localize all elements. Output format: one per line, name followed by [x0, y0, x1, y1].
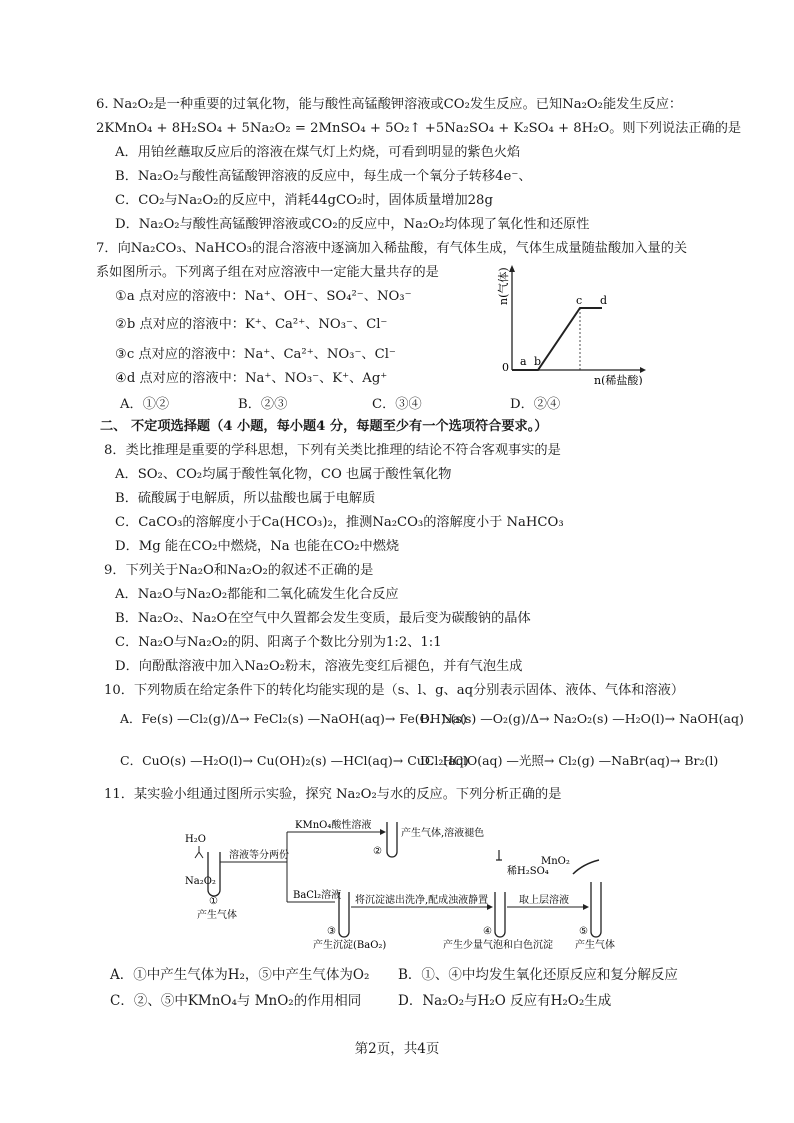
page-footer: 第2页，共4页 [354, 1041, 440, 1057]
q9-option-d: D．向酚酞溶液中加入Na₂O₂粉末，溶液先变红后褪色，并有气泡生成 [115, 659, 523, 674]
fig-result-3: 产生沉淀(BaO₂) [313, 940, 387, 951]
q6-stem-line2: 2KMnO₄ + 8H₂SO₄ + 5Na₂O₂ = 2MnSO₄ + 5O₂↑ +5Na₂SO₄ + K₂SO₄ + 8H₂O。则下列说法正确的是 [96, 121, 742, 136]
fig-num-1: ① [209, 896, 218, 907]
graph-point-b: b [534, 355, 542, 368]
fig-h2so4-label: 稀H₂SO₄ [507, 866, 549, 877]
fig-wash-label: 将沉淀滤出洗净,配成浊液静置 [355, 895, 489, 906]
q7-item-3: ③c 点对应的溶液中：Na⁺、Ca²⁺、NO₃⁻、Cl⁻ [115, 347, 396, 362]
q8-option-c: C．CaCO₃的溶解度小于Ca(HCO₃)₂，推测Na₂CO₃的溶解度小于 NaHCO₃ [115, 515, 564, 530]
q7-option-d: D．②④ [510, 397, 561, 412]
q9-option-c: C．Na₂O与Na₂O₂的阴、阳离子个数比分别为1:2、1:1 [115, 635, 442, 650]
q10-option-a: A．Fe(s) —Cl₂(g)/Δ→ FeCl₂(s) —NaOH(aq)→ Fe(OH)₂(s) [120, 711, 467, 726]
fig-num-3: ③ [327, 926, 336, 937]
q7-gas-graph [490, 260, 650, 385]
fig-num-5: ⑤ [579, 926, 588, 937]
q7-option-b: B．②③ [238, 397, 288, 412]
fig-tube-1 [208, 852, 220, 896]
graph-point-c: c [576, 294, 583, 307]
q6-option-a: A．用铂丝蘸取反应后的溶液在煤气灯上灼烧，可看到明显的紫色火焰 [115, 145, 521, 160]
fig-spatula [573, 860, 599, 874]
q8-option-b: B．硫酸属于电解质，所以盐酸也属于电解质 [115, 491, 376, 506]
graph-point-d: d [600, 294, 608, 307]
q8-stem: 8．类比推理是重要的学科思想，下列有关类比推理的结论不符合客观事实的是 [104, 443, 561, 458]
q6-stem-line1: 6. Na₂O₂是一种重要的过氧化物，能与酸性高锰酸钾溶液或CO₂发生反应。已知Na₂O₂能发生反应： [96, 97, 683, 112]
fig-na2o2-label: Na₂O₂ [185, 876, 216, 887]
fig-dropper-4 [496, 850, 502, 860]
graph-xlabel: n(稀盐酸) [594, 374, 643, 385]
fig-kmno4-label: KMnO₄酸性溶液 [295, 820, 372, 831]
q7-item-2: ②b 点对应的溶液中：K⁺、Ca²⁺、NO₃⁻、Cl⁻ [115, 317, 388, 332]
q10-stem: 10．下列物质在给定条件下的转化均能实现的是（s、l、g、aq分别表示固体、液体、气体和溶液） [104, 683, 685, 698]
fig-tube-4 [495, 892, 505, 937]
q11-option-c: C．②、⑤中KMnO₄与 MnO₂的作用相同 [110, 993, 362, 1009]
q9-stem: 9．下列关于Na₂O和Na₂O₂的叙述不正确的是 [104, 563, 374, 578]
graph-origin: 0 [502, 361, 509, 374]
fig-tube-2 [387, 822, 397, 857]
fig-num-2: ② [373, 846, 382, 857]
graph-point-a: a [520, 355, 527, 368]
q11-option-b: B．①、④中均发生氧化还原反应和复分解反应 [398, 967, 678, 983]
q9-option-b: B．Na₂O₂、Na₂O在空气中久置都会发生变质，最后变为碳酸钠的晶体 [115, 611, 531, 626]
q6-option-d: D．Na₂O₂与酸性高锰酸钾溶液或CO₂的反应中，Na₂O₂均体现了氧化性和还原性 [115, 217, 590, 232]
fig-result-2: 产生气体,溶液褪色 [401, 828, 485, 839]
q7-option-c: C．③④ [372, 397, 422, 412]
q11-option-d: D．Na₂O₂与H₂O 反应有H₂O₂生成 [398, 993, 612, 1009]
q8-option-d: D．Mg 能在CO₂中燃烧，Na 也能在CO₂中燃烧 [115, 539, 400, 554]
q6-option-c: C．CO₂与Na₂O₂的反应中，消耗44gCO₂时，固体质量增加28g [115, 193, 493, 208]
q10-option-b: B．Na(s) —O₂(g)/Δ→ Na₂O₂(s) —H₂O(l)→ NaOH(aq) [420, 711, 744, 726]
q10-option-d: D．HClO(aq) —光照→ Cl₂(g) —NaBr(aq)→ Br₂(l) [420, 753, 719, 768]
fig-h2o-label: H₂O [185, 834, 206, 845]
fig-tube-5 [591, 882, 601, 937]
q9-option-a: A．Na₂O与Na₂O₂都能和二氧化硫发生化合反应 [115, 587, 399, 602]
q11-option-a: A．①中产生气体为H₂，⑤中产生气体为O₂ [110, 967, 370, 983]
q7-option-a: A．①② [120, 397, 170, 412]
fig-gas-1: 产生气体 [197, 910, 237, 921]
graph-x-arrow [640, 367, 646, 373]
fig-mno2-label: MnO₂ [541, 856, 570, 867]
q6-option-b: B．Na₂O₂与酸性高锰酸钾溶液的反应中，每生成一个氧分子转移4e⁻、 [115, 169, 532, 184]
fig-num-4: ④ [483, 926, 492, 937]
fig-arrow-upper [583, 904, 589, 910]
q8-option-a: A．SO₂、CO₂均属于酸性氧化物，CO 也属于酸性氧化物 [115, 467, 452, 482]
q7-stem-line1: 7．向Na₂CO₃、NaHCO₃的混合溶液中逐滴加入稀盐酸，有气体生成，气体生成量随盐酸加入量的关 [96, 241, 688, 256]
fig-result-5: 产生气体 [575, 940, 615, 951]
fig-dropper [195, 846, 203, 858]
section-2-header: 二、 不定项选择题（4 小题，每小题4 分，每题至少有一个选项符合要求。） [100, 419, 548, 434]
q11-experiment-figure [175, 812, 635, 962]
fig-split-label: 溶液等分两份 [229, 850, 289, 861]
q11-stem: 11．某实验小组通过图所示实验，探究 Na₂O₂与水的反应。下列分析正确的是 [104, 787, 562, 802]
fig-upper-label: 取上层溶液 [519, 895, 569, 906]
fig-arrow-top [380, 829, 386, 835]
fig-result-4: 产生少量气泡和白色沉淀 [443, 940, 553, 951]
q7-item-4: ④d 点对应的溶液中：Na⁺、NO₃⁻、K⁺、Ag⁺ [115, 371, 388, 386]
q7-stem-line2: 系如图所示。下列离子组在对应溶液中一定能大量共存的是 [96, 265, 439, 280]
graph-ylabel: n(气体) [497, 267, 510, 305]
q7-item-1: ①a 点对应的溶液中：Na⁺、OH⁻、SO₄²⁻、NO₃⁻ [115, 289, 412, 304]
fig-bacl2-label: BaCl₂溶液 [293, 890, 342, 901]
q10-option-c: C．CuO(s) —H₂O(l)→ Cu(OH)₂(s) —HCl(aq)→ CuCl₂(aq) [120, 753, 469, 768]
